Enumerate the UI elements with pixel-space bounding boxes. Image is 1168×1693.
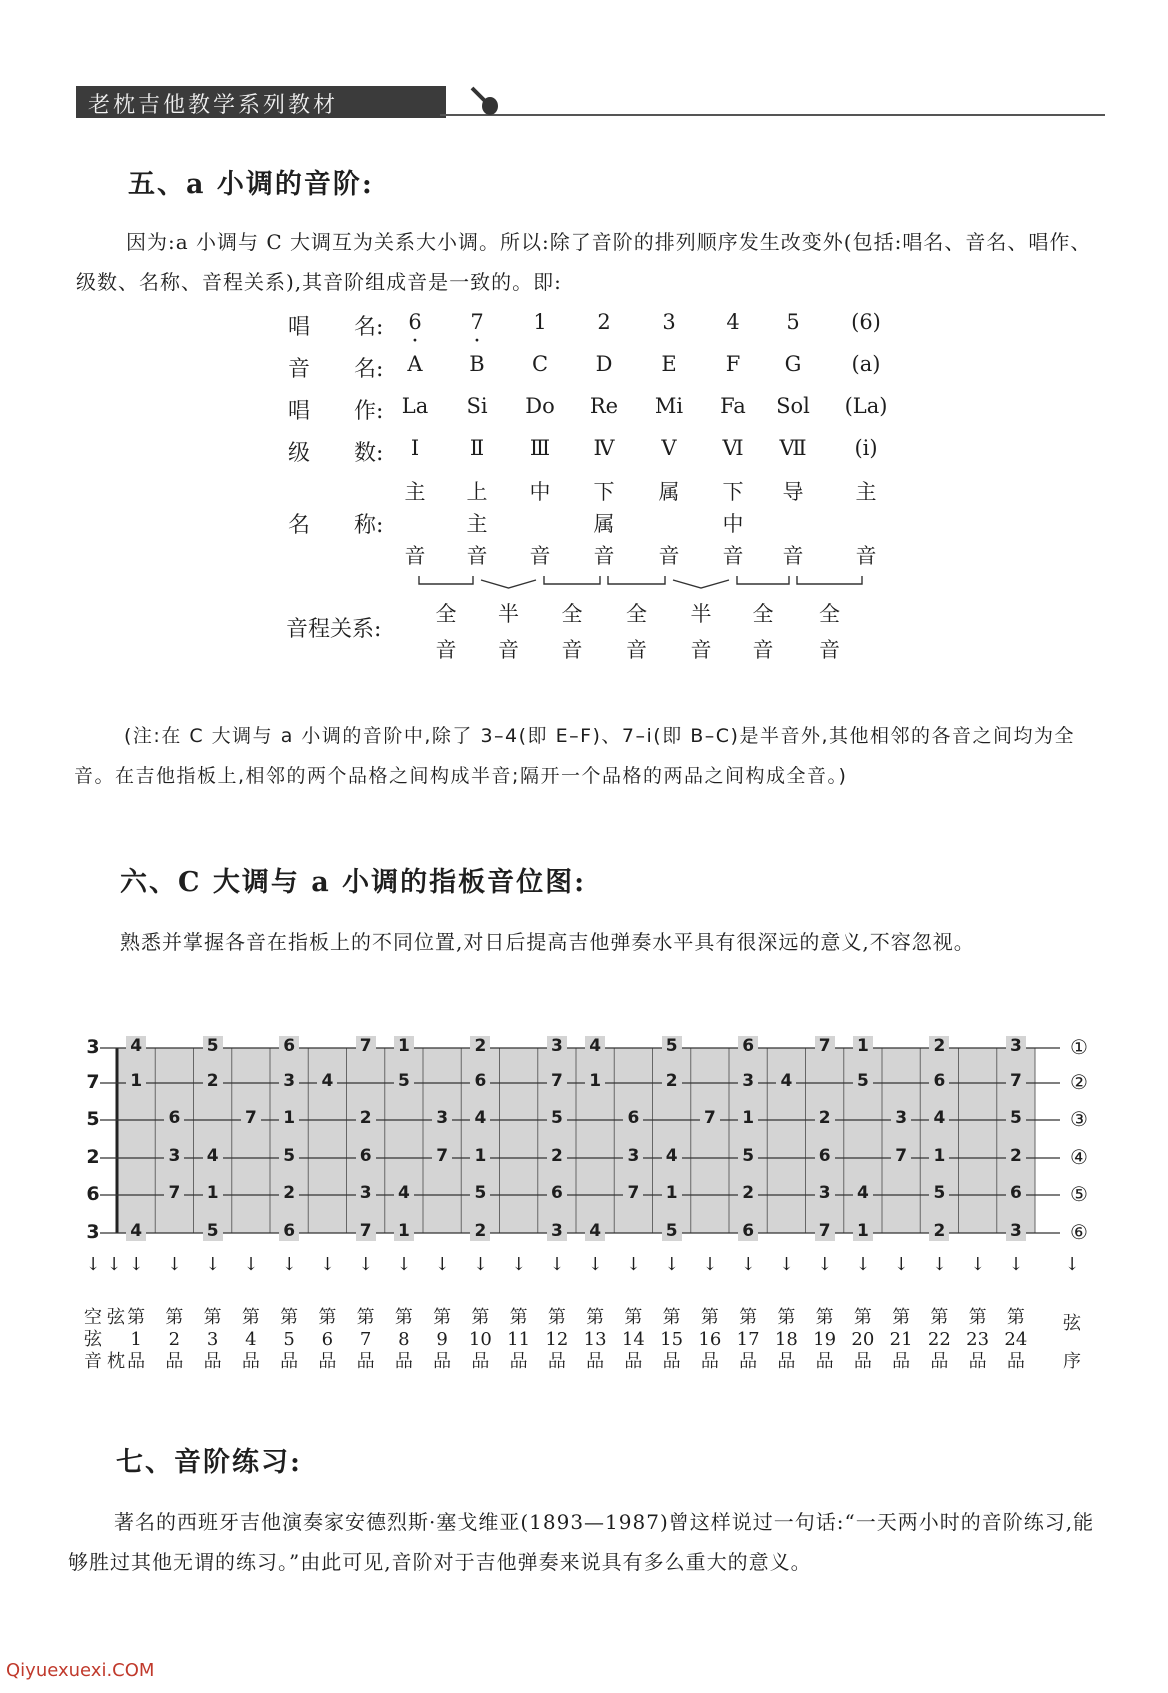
name-char: 上 [466,480,488,504]
fret-label-char: 第 [586,1307,605,1328]
fret-label-char: 弦 [84,1329,102,1350]
section5-heading: 五、a 小调的音阶: [128,169,374,200]
name-char: 音 [466,544,488,568]
fret-label-char: 品 [1006,1351,1025,1372]
interval-char: 音 [561,638,583,662]
interval-char: 全 [626,602,647,626]
fretboard-note: 2 [929,1221,949,1241]
fret-label-char: 11 [507,1329,531,1350]
fret-label-char: 13 [583,1329,607,1350]
fret-label-char: 2 [168,1329,181,1350]
fret-label-char: 品 [586,1351,605,1372]
string-order-char: 序 [1063,1351,1081,1372]
fretboard-note: 7 [623,1183,643,1203]
fret-label-char: 品 [509,1351,528,1372]
fretboard-note: 2 [279,1183,299,1203]
fret-label-char: 品 [968,1351,987,1372]
fretboard-note: 2 [738,1183,758,1203]
table-cell: 2 [597,310,611,334]
fret-label-char: 品 [624,1351,643,1372]
fretboard-note: 5 [279,1146,299,1166]
open-string-note: 3 [86,1036,100,1058]
table-cell: (La) [844,394,888,418]
name-char: 下 [593,480,615,504]
fretboard-note: 5 [547,1108,567,1128]
string-number: ⑤ [1070,1182,1088,1206]
note-paragraph: (注:在 C 大调与 a 小调的音阶中,除了 3–4(即 E–F)、7–i(即 B–C)是半音外,其他相邻的各音之间均为全音。在吉他指板上,相邻的两个品格之间构成半音;隔开一个品格的两品之间构成全音。) [74,725,1076,787]
fret-label-char: 1 [130,1329,142,1350]
table-cell: Ⅶ [779,436,807,460]
section6-heading: 六、C 大调与 a 小调的指板音位图: [120,867,587,898]
down-arrow-icon: ↓ [166,1254,182,1275]
down-arrow-icon: ↓ [205,1254,221,1275]
fret-label-char: 第 [547,1307,566,1328]
fret-label-char: 空 [84,1307,102,1328]
table-row-label: 级 数: [288,441,384,466]
table-cell: 4 [726,310,740,334]
fretboard-note: 7 [1006,1071,1026,1091]
fret-label-char: 品 [127,1351,146,1372]
fretboard-note: 6 [929,1071,949,1091]
fret-label-char: 4 [245,1329,257,1350]
name-char: 下 [722,480,744,504]
table-cell: Fa [720,394,746,418]
table-cell: C [531,352,549,376]
fret-label-char: 第 [280,1307,299,1328]
fret-label-char: 品 [280,1351,299,1372]
fret-label-char: 7 [359,1329,372,1350]
fretboard-note: 3 [815,1183,835,1203]
name-char: 音 [782,544,804,568]
table-row-label: 唱 名: [288,315,384,340]
open-string-note: 5 [86,1108,100,1130]
fret-label-char: 第 [777,1307,796,1328]
down-arrow-icon: ↓ [85,1254,101,1275]
fretboard-note: 6 [1006,1183,1026,1203]
fret-label-char: 14 [621,1329,645,1350]
fretboard-note: 2 [662,1071,682,1091]
fretboard-note: 7 [356,1036,376,1056]
name-char: 音 [722,544,744,568]
fret-label-char: 品 [356,1351,375,1372]
fret-label-char: 第 [318,1307,337,1328]
down-arrow-icon: ↓ [281,1254,297,1275]
fretboard-note: 4 [317,1071,337,1091]
table-cell: Ⅵ [722,436,744,460]
fret-label-char: 23 [966,1329,990,1350]
fretboard-note: 4 [470,1108,490,1128]
fretboard-note: 3 [547,1221,567,1241]
fret-label-char: 第 [853,1307,872,1328]
interval-char: 音 [690,638,712,662]
fretboard-note: 1 [585,1071,605,1091]
name-char: 音 [658,544,680,568]
fret-label-char: 10 [468,1329,492,1350]
fret-label-char: 品 [547,1351,566,1372]
table-cell: A [407,352,423,376]
name-char: 主 [404,480,426,504]
open-string-note: 2 [86,1146,100,1168]
watermark: Qiyuexuexi.COM [6,1660,155,1681]
fretboard-note: 4 [853,1183,873,1203]
fretboard-note: 6 [356,1146,376,1166]
fret-label-char: 品 [815,1351,834,1372]
series-title: 老枕吉他教学系列教材 [88,93,339,118]
interval-char: 音 [435,638,457,662]
fretboard-note: 5 [203,1221,223,1241]
down-arrow-icon: ↓ [817,1254,833,1275]
fretboard-note: 3 [547,1036,567,1056]
table-cell: Ⅲ [529,436,551,460]
section7-heading: 七、音阶练习: [116,1447,302,1478]
fret-label-char: 第 [127,1307,146,1328]
fretboard-note: 1 [853,1221,873,1241]
interval-char: 音 [626,638,647,662]
fretboard-note: 4 [662,1146,682,1166]
fretboard-note: 7 [700,1108,720,1128]
fretboard-note: 3 [738,1071,758,1091]
table-cell: V [661,436,677,460]
fretboard-note: 6 [279,1221,299,1241]
fret-label-char: 第 [930,1307,949,1328]
fretboard-note: 1 [470,1146,490,1166]
string-number: ⑥ [1070,1220,1088,1244]
fret-label-char: 第 [892,1307,911,1328]
down-arrow-icon: ↓ [396,1254,412,1275]
fretboard-note: 1 [279,1108,299,1128]
fretboard-note: 4 [126,1036,146,1056]
section7-paragraph: 著名的西班牙吉他演奏家安德烈斯·塞戈维亚(1893—1987)曾这样说过一句话:“一天两小时的音阶练习,能够胜过其他无谓的练习。”由此可见,音阶对于吉他弹奏来说具有多么重大的意义。 [68,1510,1095,1574]
fretboard-note: 2 [203,1071,223,1091]
fret-label-char: 15 [660,1329,684,1350]
fretboard-note: 3 [279,1071,299,1091]
down-arrow-icon: ↓ [740,1254,756,1275]
down-arrow-icon: ↓ [625,1254,641,1275]
fret-label-char: 第 [1006,1307,1025,1328]
string-number: ① [1070,1035,1088,1059]
fret-label-char: 品 [165,1351,184,1372]
down-arrow-icon: ↓ [319,1254,335,1275]
fretboard-note: 4 [776,1071,796,1091]
name-char: 导 [782,480,804,504]
name-char: 中 [529,480,551,504]
down-arrow-icon: ↓ [511,1254,527,1275]
fret-label-char: 9 [436,1329,448,1350]
table-cell: 6 · [390,310,440,334]
fretboard-note: 5 [394,1071,414,1091]
table-cell: Sol [776,394,810,418]
fret-label-char: 21 [889,1329,913,1350]
fret-label-char: 第 [356,1307,375,1328]
section5-paragraph: 因为:a 小调与 C 大调互为关系大小调。所以:除了音阶的排列顺序发生改变外(包括:唱名、音名、唱作、级数、名称、音程关系),其音阶组成音是一致的。即: [76,230,1092,294]
table-cell: 3 [662,310,676,334]
fretboard-note: 5 [662,1221,682,1241]
fret-label-char: 第 [739,1307,758,1328]
fretboard-note: 2 [547,1146,567,1166]
table-cell: Ⅱ [469,436,485,460]
fret-label-char: 第 [241,1307,260,1328]
interval-char: 音 [752,638,774,662]
fret-label-char: 品 [700,1351,719,1372]
fret-label-char: 品 [433,1351,452,1372]
fret-label-char: 第 [203,1307,222,1328]
fretboard-note: 1 [662,1183,682,1203]
fret-label-char: 第 [394,1307,413,1328]
interval-char: 半 [498,602,519,626]
fret-label-char: 20 [851,1329,875,1350]
down-arrow-icon: ↓ [778,1254,794,1275]
fretboard-note: 1 [738,1108,758,1128]
fretboard-note: 1 [126,1071,146,1091]
fret-label-char: 12 [545,1329,569,1350]
fretboard-note: 7 [241,1108,261,1128]
fret-label-char: 品 [662,1351,681,1372]
name-char: 主 [855,480,877,504]
table-cell: 1 [533,310,547,334]
fretboard-note: 5 [203,1036,223,1056]
down-arrow-icon: ↓ [664,1254,680,1275]
fretboard-note: 1 [203,1183,223,1203]
down-arrow-icon: ↓ [434,1254,450,1275]
table-cell: (6) [851,310,881,334]
name-char: 音 [529,544,551,568]
table-cell: E [661,352,677,376]
fretboard-note: 2 [470,1036,490,1056]
down-arrow-icon: ↓ [472,1254,488,1275]
interval-char: 全 [752,602,774,626]
fretboard-note: 3 [432,1108,452,1128]
down-arrow-icon: ↓ [587,1254,603,1275]
down-arrow-icon: ↓ [855,1254,871,1275]
table-cell: Do [525,394,555,418]
fretboard-note: 3 [1006,1221,1026,1241]
down-arrow-icon: ↓ [893,1254,909,1275]
name-char: 属 [658,480,680,504]
name-char: 中 [722,512,744,536]
fret-label-char: 第 [509,1307,528,1328]
fretboard-note: 5 [470,1183,490,1203]
fret-label-char: 第 [662,1307,681,1328]
fret-label-char: 品 [241,1351,260,1372]
fret-label-char: 第 [815,1307,834,1328]
table-cell: D [595,352,613,376]
fretboard-note: 6 [164,1108,184,1128]
fretboard-note: 4 [929,1108,949,1128]
fret-label-char: 第 [624,1307,643,1328]
interval-char: 全 [819,602,840,626]
fret-label-char: 8 [398,1329,410,1350]
down-arrow-icon: ↓ [702,1254,718,1275]
fretboard-note: 6 [470,1071,490,1091]
table-cell: (i) [854,436,878,460]
fretboard-note: 7 [164,1183,184,1203]
fretboard-note: 3 [164,1146,184,1166]
table-cell: G [784,352,802,376]
fretboard-note: 7 [815,1221,835,1241]
table-row-label: 音 名: [288,357,384,382]
fret-label-char: 第 [471,1307,490,1328]
fretboard-note: 7 [815,1036,835,1056]
fret-label-char: 19 [813,1329,837,1350]
fret-label-char: 5 [283,1329,295,1350]
fretboard-note: 5 [1006,1108,1026,1128]
fretboard-note: 6 [738,1221,758,1241]
fretboard-note: 3 [623,1146,643,1166]
fretboard-note: 6 [623,1108,643,1128]
fretboard-note: 5 [929,1183,949,1203]
fret-label-char: 第 [700,1307,719,1328]
fret-label-char: 品 [394,1351,413,1372]
table-cell: 7 · [452,310,502,334]
down-arrow-icon: ↓ [128,1254,144,1275]
fret-label-char: 品 [777,1351,796,1372]
table-row-label: 唱 作: [288,399,384,424]
names-label: 名 称: [288,513,384,538]
fretboard-note: 1 [394,1036,414,1056]
fretboard-note: 2 [356,1108,376,1128]
fret-label-char: 品 [930,1351,949,1372]
fret-label-char: 18 [774,1329,798,1350]
table-cell: Si [466,394,488,418]
table-cell: I [410,436,420,460]
fret-label-char: 第 [165,1307,184,1328]
down-arrow-icon: ↓ [1064,1254,1080,1275]
down-arrow-icon: ↓ [106,1254,122,1275]
fret-label-char: 第 [968,1307,987,1328]
fretboard-note: 6 [738,1036,758,1056]
open-string-note: 6 [86,1183,100,1205]
table-cell: Mi [654,394,684,418]
fret-label-char: 6 [321,1329,334,1350]
fretboard-note: 6 [279,1036,299,1056]
fretboard-note: 3 [1006,1036,1026,1056]
name-char: 音 [855,544,877,568]
fretboard-note: 2 [815,1108,835,1128]
down-arrow-icon: ↓ [358,1254,374,1275]
fretboard-note: 7 [356,1221,376,1241]
fretboard-note: 3 [891,1108,911,1128]
fret-label-char: 枕 [107,1351,125,1372]
table-cell: La [401,394,429,418]
string-number: ③ [1070,1107,1088,1131]
fret-label-char: 品 [203,1351,222,1372]
section6-paragraph: 熟悉并掌握各音在指板上的不同位置,对日后提高吉他弹奏水平具有很深远的意义,不容忽视。 [120,930,975,954]
fretboard-note: 7 [891,1146,911,1166]
fretboard-note: 5 [853,1071,873,1091]
down-arrow-icon: ↓ [549,1254,565,1275]
interval-label: 音程关系: [286,617,382,642]
fretboard-note: 3 [356,1183,376,1203]
fret-label-char: 品 [318,1351,337,1372]
fretboard-note: 1 [853,1036,873,1056]
fretboard-note: 1 [929,1146,949,1166]
table-cell: Re [589,394,619,418]
fretboard-note: 7 [432,1146,452,1166]
open-string-note: 7 [86,1071,100,1093]
fretboard-note: 4 [585,1221,605,1241]
name-char: 音 [593,544,615,568]
table-cell: (a) [851,352,881,376]
fretboard-note: 4 [126,1221,146,1241]
fretboard-note: 4 [203,1146,223,1166]
table-cell: B [469,352,485,376]
fret-label-char: 16 [698,1329,722,1350]
fretboard-note: 5 [662,1036,682,1056]
fret-label-char: 弦 [107,1307,125,1328]
name-char: 音 [404,544,426,568]
fret-label-char: 音 [84,1351,102,1372]
fretboard-note: 6 [547,1183,567,1203]
interval-char: 音 [819,638,840,662]
fretboard-note: 2 [1006,1146,1026,1166]
fret-label-char: 24 [1004,1329,1028,1350]
fretboard-note: 2 [470,1221,490,1241]
fret-label-char: 品 [892,1351,911,1372]
table-cell: F [725,352,741,376]
string-number: ② [1070,1070,1088,1094]
fret-label-char: 第 [433,1307,452,1328]
fretboard-note: 7 [547,1071,567,1091]
name-char: 主 [466,512,488,536]
open-string-note: 3 [86,1221,100,1243]
fret-label-char: 品 [853,1351,872,1372]
fretboard-note: 1 [394,1221,414,1241]
down-arrow-icon: ↓ [1008,1254,1024,1275]
down-arrow-icon: ↓ [931,1254,947,1275]
table-cell: Ⅳ [593,436,615,460]
interval-char: 半 [690,602,712,626]
interval-char: 全 [435,602,457,626]
string-order-char: 弦 [1063,1313,1081,1334]
fretboard-note: 4 [585,1036,605,1056]
fret-label-char: 3 [206,1329,219,1350]
fretboard-note: 4 [394,1183,414,1203]
string-number: ④ [1070,1145,1088,1169]
fret-label-char: 17 [736,1329,760,1350]
interval-char: 全 [561,602,583,626]
interval-char: 音 [498,638,519,662]
table-cell: 5 [786,310,800,334]
name-char: 属 [593,512,615,536]
fretboard-note: 5 [738,1146,758,1166]
fret-label-char: 22 [927,1329,951,1350]
down-arrow-icon: ↓ [243,1254,259,1275]
fretboard-note: 2 [929,1036,949,1056]
fret-label-char: 品 [471,1351,490,1372]
fret-label-char: 品 [739,1351,758,1372]
fretboard-note: 6 [815,1146,835,1166]
down-arrow-icon: ↓ [970,1254,986,1275]
